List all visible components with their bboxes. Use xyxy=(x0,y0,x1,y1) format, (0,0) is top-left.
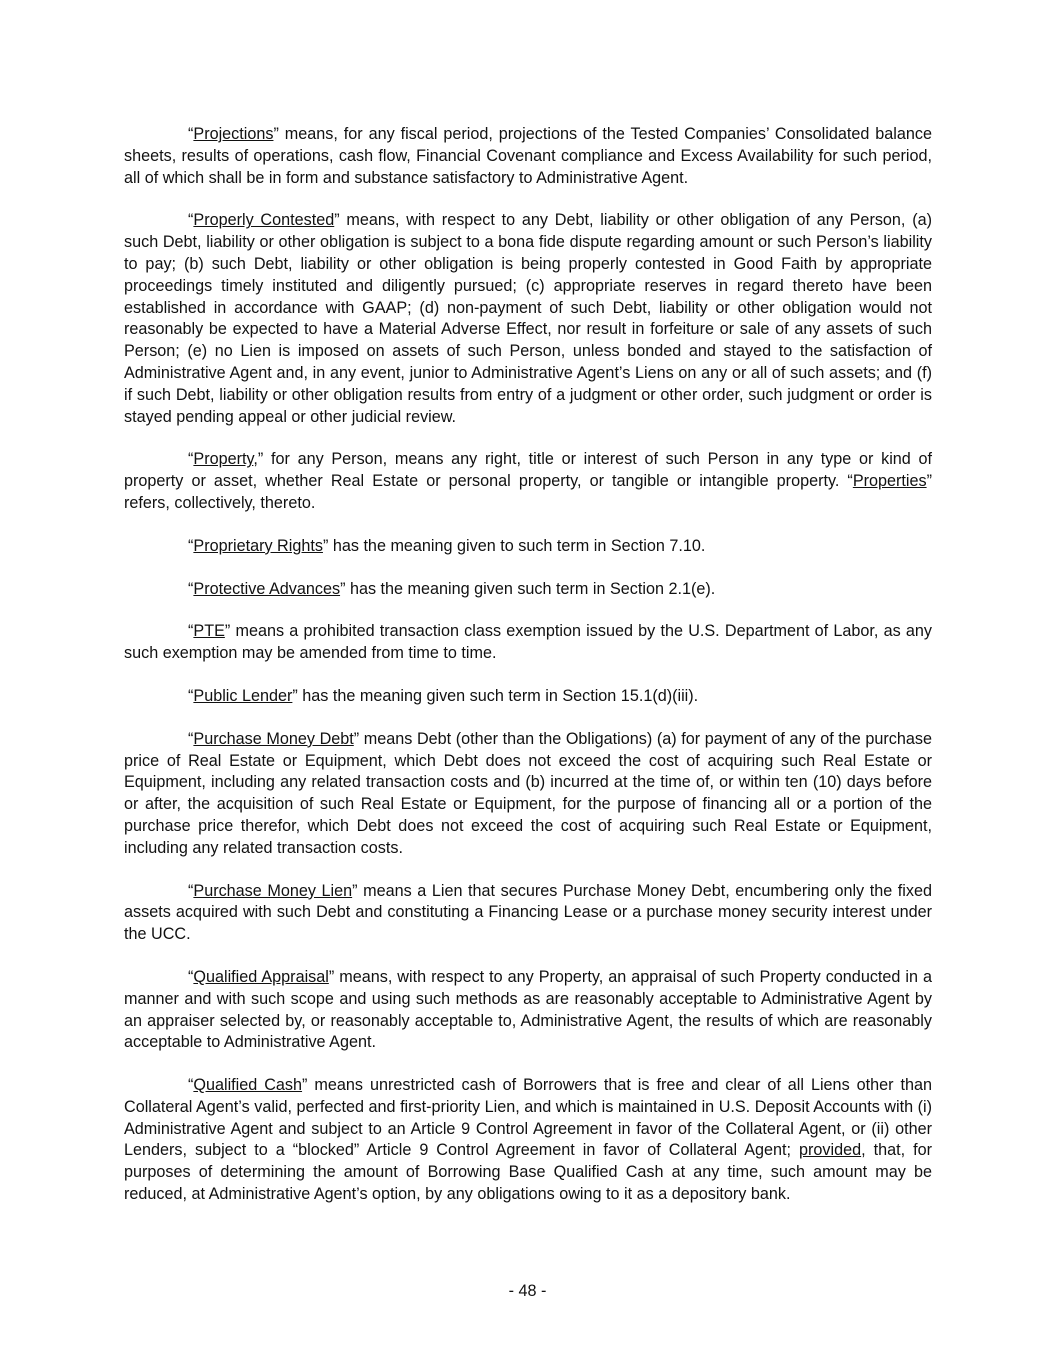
open-quote: “ xyxy=(188,450,194,469)
definition-proprietary-rights xyxy=(124,536,932,558)
definition-text: means, with respect to any Debt, liability or other obligation of any Person, (a) such Debt, liability or other obligation is subject to a bona fide dispute regarding amount or such Person’s liability to pay; (b) such Debt, liability or other obligation is being properly contested in Good Faith by appropriate proceedings timely instituted and diligently pursued; (c) appropriate reserves in regard thereto have been established in accordance with GAAP; (d) non-payment of such Debt, liability or other obligation would not reasonably be expected to have a Material Adverse Effect, nor result in forfeiture or sale of any assets of such Person; (e) no Lien is imposed on assets of such Person, unless bonded and stayed to the satisfaction of Administrative Agent and, in any event, junior to Administrative Agent’s Liens on any or all of such assets; and (f) if such Debt, liability or other obligation results from entry of a judgment or other order, such judgment or order is stayed pending appeal or other judicial review. xyxy=(124,211,932,426)
definition-property xyxy=(124,449,932,514)
defined-term: Properly Contested xyxy=(193,211,335,230)
close-quote: ” xyxy=(322,536,329,555)
open-quote: “ xyxy=(188,622,194,641)
close-quote: ” xyxy=(352,881,358,900)
close-quote: ” xyxy=(353,729,360,748)
close-quote: ” xyxy=(302,1076,308,1095)
page-number: - 48 - xyxy=(508,1282,547,1300)
open-quote: “ xyxy=(188,579,194,598)
definition-properly-contested xyxy=(124,210,932,428)
close-quote: ” xyxy=(292,686,298,705)
definition-text: has the meaning given to such term in Section 7.10. xyxy=(328,536,706,555)
open-quote: “ xyxy=(188,1076,194,1095)
defined-term: Qualified Appraisal xyxy=(193,967,329,986)
definition-protective-advances xyxy=(124,579,932,601)
defined-term-secondary: provided xyxy=(799,1141,862,1160)
open-quote: “ xyxy=(188,729,194,748)
document-page xyxy=(124,124,932,1227)
open-quote: “ xyxy=(188,125,194,143)
definition-text: has the meaning given such term in Section 2.1(e). xyxy=(345,579,716,598)
open-quote: “ xyxy=(188,967,194,986)
definition-qualified-appraisal xyxy=(124,967,932,1054)
definition-text-continued: ” refers, collectively, thereto. xyxy=(124,472,932,512)
definition-public-lender xyxy=(124,686,932,708)
defined-term: Proprietary Rights xyxy=(193,536,323,555)
defined-term: Purchase Money Debt xyxy=(193,729,354,748)
close-quote: ” xyxy=(340,579,346,598)
open-quote: “ xyxy=(188,211,194,230)
definition-pte xyxy=(124,621,932,665)
definition-text: means a prohibited transaction class exemption issued by the U.S. Department of Labor, as any such exemption may be amended from time to time. xyxy=(124,622,932,663)
definition-purchase-money-debt xyxy=(124,729,932,860)
defined-term: PTE xyxy=(193,622,225,641)
defined-term: Projections xyxy=(193,125,274,143)
open-quote: “ xyxy=(188,881,194,900)
definition-text: means Debt (other than the Obligations) (a) for payment of any of the purchase price of Real Estate or Equipment, which Debt does not exceed the cost of acquiring such Real Estate or Equipment, including any related transaction costs and (b) incurred at the time of, or within ten (10) days before or after, the acquisition of such Real Estate or Equipment, for the purpose of financing all or a portion of the purchase price therefor, which Debt does not exceed the cost of acquiring such Real Estate or Equipment, including any related transaction costs. xyxy=(124,729,932,857)
definition-text: means a Lien that secures Purchase Money Debt, encumbering only the fixed assets acquired with such Debt and constituting a Financing Lease or a purchase money security interest under the UCC. xyxy=(124,881,933,944)
definition-text: means, for any fiscal period, projections of the Tested Companies’ Consolidated balance sheets, results of operations, cash flow, Financial Covenant compliance and Excess Availability for such period, all of which shall be in form and substance satisfactory to Administrative Agent. xyxy=(124,125,932,187)
defined-term: Public Lender xyxy=(193,686,293,705)
defined-term: Purchase Money Lien xyxy=(193,881,353,900)
definition-qualified-cash xyxy=(124,1075,932,1206)
definition-text: for any Person, means any right, title or interest of such Person in any type or kind of property or asset, whether Real Estate or personal property, or tangible or intangible property. “ xyxy=(124,450,932,491)
close-quote: ” xyxy=(224,622,231,641)
open-quote: “ xyxy=(188,536,194,555)
defined-term-secondary: Properties xyxy=(852,472,927,491)
close-quote: ” xyxy=(334,211,340,230)
definition-text: means, with respect to any Property, an appraisal of such Property conducted in a manner and with such scope and using such methods as are reasonably acceptable to Administrative Agent by an appraiser selected by, or reasonably acceptable to, Administrative Agent, the results of which are reasonably acceptable to Administrative Agent. xyxy=(124,967,932,1052)
definition-text: means unrestricted cash of Borrowers that is free and clear of all Liens other than Collateral Agent’s valid, perfected and first-priority Lien, and which is maintained in U.S. Deposit Accounts with (i) Administrative Agent and subject to an Article 9 Control Agreement in favor of the Collateral Agent, or (ii) other Lenders, subject to a “blocked” Article 9 Control Agreement in favor of Collateral Agent; xyxy=(124,1076,932,1160)
defined-term: Protective Advances xyxy=(193,579,341,598)
close-quote: ” xyxy=(328,967,335,986)
close-quote: ” xyxy=(273,125,279,143)
definition-purchase-money-lien xyxy=(124,881,932,946)
defined-term: Qualified Cash xyxy=(193,1076,303,1095)
open-quote: “ xyxy=(188,686,194,705)
definition-text-continued: , that, for purposes of determining the amount of Borrowing Base Qualified Cash at any time, such amount may be reduced, at Administrative Agent’s option, by any obligations owing to it as a depository bank. xyxy=(124,1141,932,1204)
defined-term: Property xyxy=(193,450,254,469)
close-quote: ,” xyxy=(253,450,264,469)
definition-projections xyxy=(124,124,932,189)
definition-text: has the meaning given such term in Section 15.1(d)(iii). xyxy=(297,686,699,705)
